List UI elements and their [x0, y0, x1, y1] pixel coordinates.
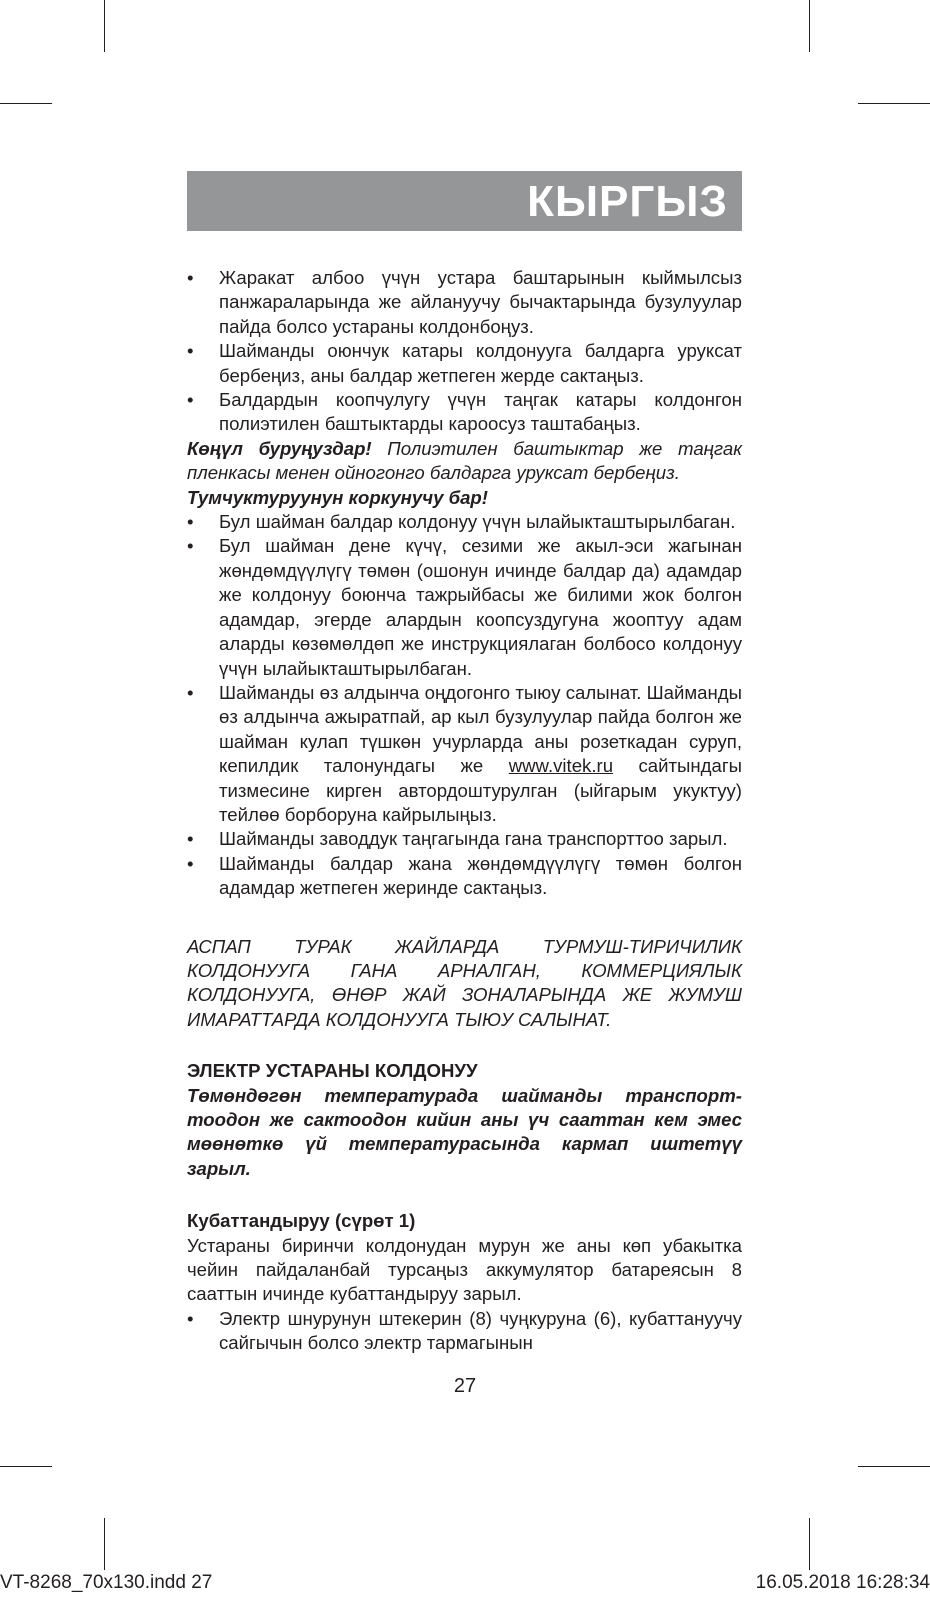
vitek-link[interactable]: www.vitek.ru	[508, 755, 614, 777]
service-text-after: сайтындагы тизмесине кирген автордоштурулган (ыйгарым укуктуу) тейлөө борборуна кайрылыңыз.	[219, 755, 742, 825]
crop-mark-bottom-left	[104, 1518, 105, 1570]
crop-mark-right-top	[858, 103, 930, 104]
print-timestamp: 16.05.2018 16:28:34	[755, 1572, 930, 1593]
crop-mark-right-bottom	[858, 1466, 930, 1467]
charging-list	[187, 1307, 742, 1356]
list-item: • Балдардын коопчулугу үчүн таңгак катары колдонгон полиэтилен баштыктарды кароосуз таштабаңыз.	[187, 388, 742, 437]
charging-heading: Кубаттандыруу (сүрөт 1)	[187, 1210, 416, 1232]
suffocation-warning: Тумчуктуруунун коркунучу бар!	[187, 486, 488, 508]
language-title: КЫРГЫЗ	[527, 177, 728, 226]
crop-mark-top-left	[104, 0, 105, 52]
usage-note: Төмөндөгөн температурада шайманды транспорт-тоодон же сактоодон кийин аны үч сааттан кем эмес мөөнөткө үй температурасында кармап иштетүү зарыл.	[187, 1084, 742, 1179]
household-notice: АСПАП ТУРАК ЖАЙЛАРДА ТУРМУШ-ТИРИЧИЛИК КОЛДОНУУГА ГАНА АРНАЛГАН, КОММЕРЦИЯЛЫК КОЛДОНУУГА, ӨНӨР ЖАЙ ЗОНАЛАРЫНДА ЖЕ ЖУМУШ ИМАРАТТАРДА КОЛДОНУУГА ТЫЮУ САЛЫНАТ.	[187, 935, 742, 1030]
language-banner	[187, 171, 742, 231]
file-info: VT-8268_70x130.indd 27	[0, 1572, 213, 1593]
list-item: • Электр шнурунун штекерин (8) чуңкуруна (6), кубаттануучу сайгычын болсо электр тармагынын	[187, 1307, 742, 1356]
crop-mark-top-right	[809, 0, 810, 52]
usage-heading: ЭЛЕКТР УСТАРАНЫ КОЛДОНУУ	[187, 1060, 478, 1082]
list-item: • Бул шайман балдар колдонуу үчүн ылайыкташтырылбаган.	[187, 510, 742, 534]
warning-text: Полиэтилен баштыктар же таңгак пленкасы менен ойногонго балдарга уруксат бербеңиз.	[187, 437, 742, 484]
list-item: • Шайманды оюнчук катары колдонууга балдарга уруксат бербеңиз, аны балдар жетпеген жерде сактаңыз.	[187, 339, 742, 388]
page-number: 27	[453, 1375, 477, 1397]
list-item: • Бул шайман дене күчү, сезими же акыл-эси жагынан жөндөмдүүлүгү төмөн (ошонун ичинде балдар да) адамдар же колдонуу боюнча тажрыйбасы же билими жок болгон адамдар, эгерде алардын коопсуздугуна жооптуу адам аларды көзөмөлдөп же инструкциялаган болбосо колдонуу үчүн ылайыкташтырылбаган.	[187, 534, 742, 680]
crop-mark-left-bottom	[0, 1466, 52, 1467]
warning-label: Көңүл буруңуздар!	[187, 437, 372, 459]
charging-text: Устараны биринчи колдонудан мурун же аны көп убакытка чейин пайдаланбай турсаңыз аккумулятор батареясын 8 сааттын ичинде кубаттандыруу зарыл.	[187, 1234, 742, 1305]
crop-mark-bottom-right	[809, 1518, 810, 1570]
list-item: • Шайманды заводдук таңгагында гана транспорттоо зарыл.	[187, 827, 742, 851]
usage-restrictions-list	[187, 510, 742, 901]
crop-mark-left-top	[0, 103, 52, 104]
list-item: • Жаракат албоо үчүн устара баштарынын кыймылсыз панжараларында же айлануучу бычактарында бузулуулар пайда болсо устараны колдонбоңуз.	[187, 266, 742, 339]
list-item	[187, 681, 742, 827]
service-text-before: Шайманды өз алдынча оңдогонго тыюу салынат. Шайманды өз алдынча ажыратпай, ар кыл бузулуулар пайда болгон же шайман кулап түшкөн учурларда аны розеткадан суруп, кепилдик талонундагы же	[219, 681, 742, 777]
warning-paragraph	[187, 437, 742, 486]
safety-list	[187, 266, 742, 437]
list-item: • Шайманды балдар жана жөндөмдүүлүгү төмөн болгон адамдар жетпеген жеринде сактаңыз.	[187, 852, 742, 901]
page-content	[187, 266, 742, 1356]
